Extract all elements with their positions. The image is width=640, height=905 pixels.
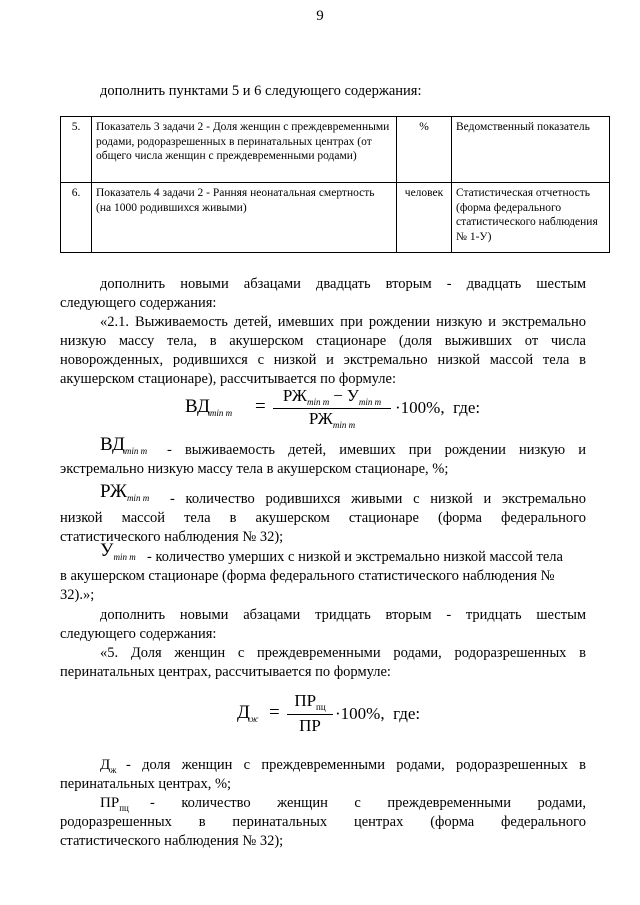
paragraph-line: 32).»; xyxy=(60,587,95,603)
paragraph-line: - количество женщин с преждевременными родами, xyxy=(150,795,586,811)
paragraph-line: экстремально низкую массу тела в акушерском стационаре, %; xyxy=(60,461,449,477)
paragraph-line: акушерском стационаре), рассчитывается по формуле: xyxy=(60,371,396,387)
paragraph-line: следующего содержания: xyxy=(60,295,217,311)
intro-line: дополнить пунктами 5 и 6 следующего содержания: xyxy=(100,83,422,99)
formula-minus: − xyxy=(333,386,343,405)
definition-subscript: пц xyxy=(119,803,129,813)
paragraph-line: следующего содержания: xyxy=(60,626,217,642)
definition-subscript: min m xyxy=(113,552,136,562)
row-number: 6. xyxy=(61,183,92,253)
paragraph-line: низкой массой тела в акушерском стационаре (форма федерального xyxy=(60,510,586,526)
paragraph-line: - выживаемость детей, имевших при рождении низкую и xyxy=(167,442,586,458)
formula-symbol: РЖ xyxy=(308,409,333,428)
paragraph-line: новорожденных, родившихся с низкой и экстремально низкой массой тела в xyxy=(60,352,586,368)
indicator-unit: человек xyxy=(397,183,452,253)
definition-deceased xyxy=(100,542,136,563)
formula-denominator xyxy=(287,715,333,738)
indicators-table xyxy=(60,116,610,253)
formula-denominator xyxy=(273,409,391,431)
formula-subscript: ж xyxy=(249,714,259,724)
formula-subscript: min m xyxy=(332,420,356,430)
definition-symbol: ПР xyxy=(100,795,120,811)
formula-equals: = xyxy=(269,702,280,723)
paragraph-line: родоразрешенных в перинатальных центрах (форма федерального xyxy=(60,814,586,830)
paragraph-line: статистического наблюдения № 32); xyxy=(60,529,284,545)
formula-equals: = xyxy=(255,396,266,417)
formula-symbol: У xyxy=(346,386,359,405)
table-row xyxy=(61,117,610,183)
formula-symbol: ПР xyxy=(294,691,317,710)
indicator-source: Статистическая отчетность (форма федерального статистического наблюдения № 1-У) xyxy=(452,183,610,253)
formula-symbol: РЖ xyxy=(282,386,307,405)
paragraph-line: - доля женщин с преждевременными родами, родоразрешенных в xyxy=(126,757,586,773)
page-number: 9 xyxy=(316,8,324,24)
definition-subscript: ж xyxy=(110,765,117,775)
definition-born-alive xyxy=(100,483,149,504)
paragraph-line: - количество умерших с низкой и экстремально низкой массой тела xyxy=(147,549,563,565)
formula-survival xyxy=(185,386,485,434)
paragraph-line: низкую массу тела, в акушерском стационаре (доля выживших от числа xyxy=(60,333,586,349)
formula-tail: ·100%, где: xyxy=(395,398,481,417)
formula-tail: ·100%, где: xyxy=(335,704,421,723)
formula-subscript: min m xyxy=(209,408,233,418)
row-number: 5. xyxy=(61,117,92,183)
indicator-name: Показатель 4 задачи 2 - Ранняя неонатальная смертность (на 1000 родившихся живыми) xyxy=(92,183,397,253)
formula-symbol: ПР xyxy=(299,716,321,735)
paragraph-line: статистического наблюдения № 32); xyxy=(60,833,284,849)
definition-preterm-count xyxy=(100,794,129,814)
paragraph-line: - количество родившихся живыми с низкой и экстремально xyxy=(170,491,586,507)
paragraph-line: дополнить новыми абзацами тридцать вторым - тридцать шестым xyxy=(100,607,586,623)
definition-subscript: min m xyxy=(126,493,150,503)
definition-symbol: У xyxy=(100,540,114,561)
paragraph-line: в акушерском стационаре (форма федерального статистического наблюдения № xyxy=(60,568,555,584)
paragraph-line: дополнить новыми абзацами двадцать вторым - двадцать шестым xyxy=(100,276,586,292)
formula-numerator xyxy=(287,690,333,715)
paragraph-line: перинатальных центрах, рассчитывается по формуле: xyxy=(60,664,391,680)
formula-symbol: ВД xyxy=(185,396,210,417)
formula-symbol: Д xyxy=(237,702,250,723)
indicator-name: Показатель 3 задачи 2 - Доля женщин с преждевременными родами, родоразрешенных в перинатальных центрах (от общего числа женщин с преждевременными родами) xyxy=(92,117,397,183)
paragraph-line: «2.1. Выживаемость детей, имевших при рождении низкую и экстремально xyxy=(100,314,586,330)
table-row xyxy=(61,183,610,253)
definition-share xyxy=(100,756,116,776)
definition-symbol: Д xyxy=(100,757,111,773)
definition-symbol: РЖ xyxy=(100,481,127,502)
formula-subscript: min m xyxy=(306,397,330,407)
indicator-source: Ведомственный показатель xyxy=(452,117,610,183)
definition-symbol: ВД xyxy=(100,434,125,455)
formula-subscript: пц xyxy=(316,702,326,712)
indicator-unit: % xyxy=(397,117,452,183)
formula-subscript: min m xyxy=(358,397,382,407)
formula-numerator xyxy=(273,386,391,409)
paragraph-line: «5. Доля женщин с преждевременными родами, родоразрешенных в xyxy=(100,645,586,661)
definition-subscript: min m xyxy=(124,446,148,456)
paragraph-line: перинатальных центрах, %; xyxy=(60,776,232,792)
formula-preterm-share xyxy=(237,690,437,738)
